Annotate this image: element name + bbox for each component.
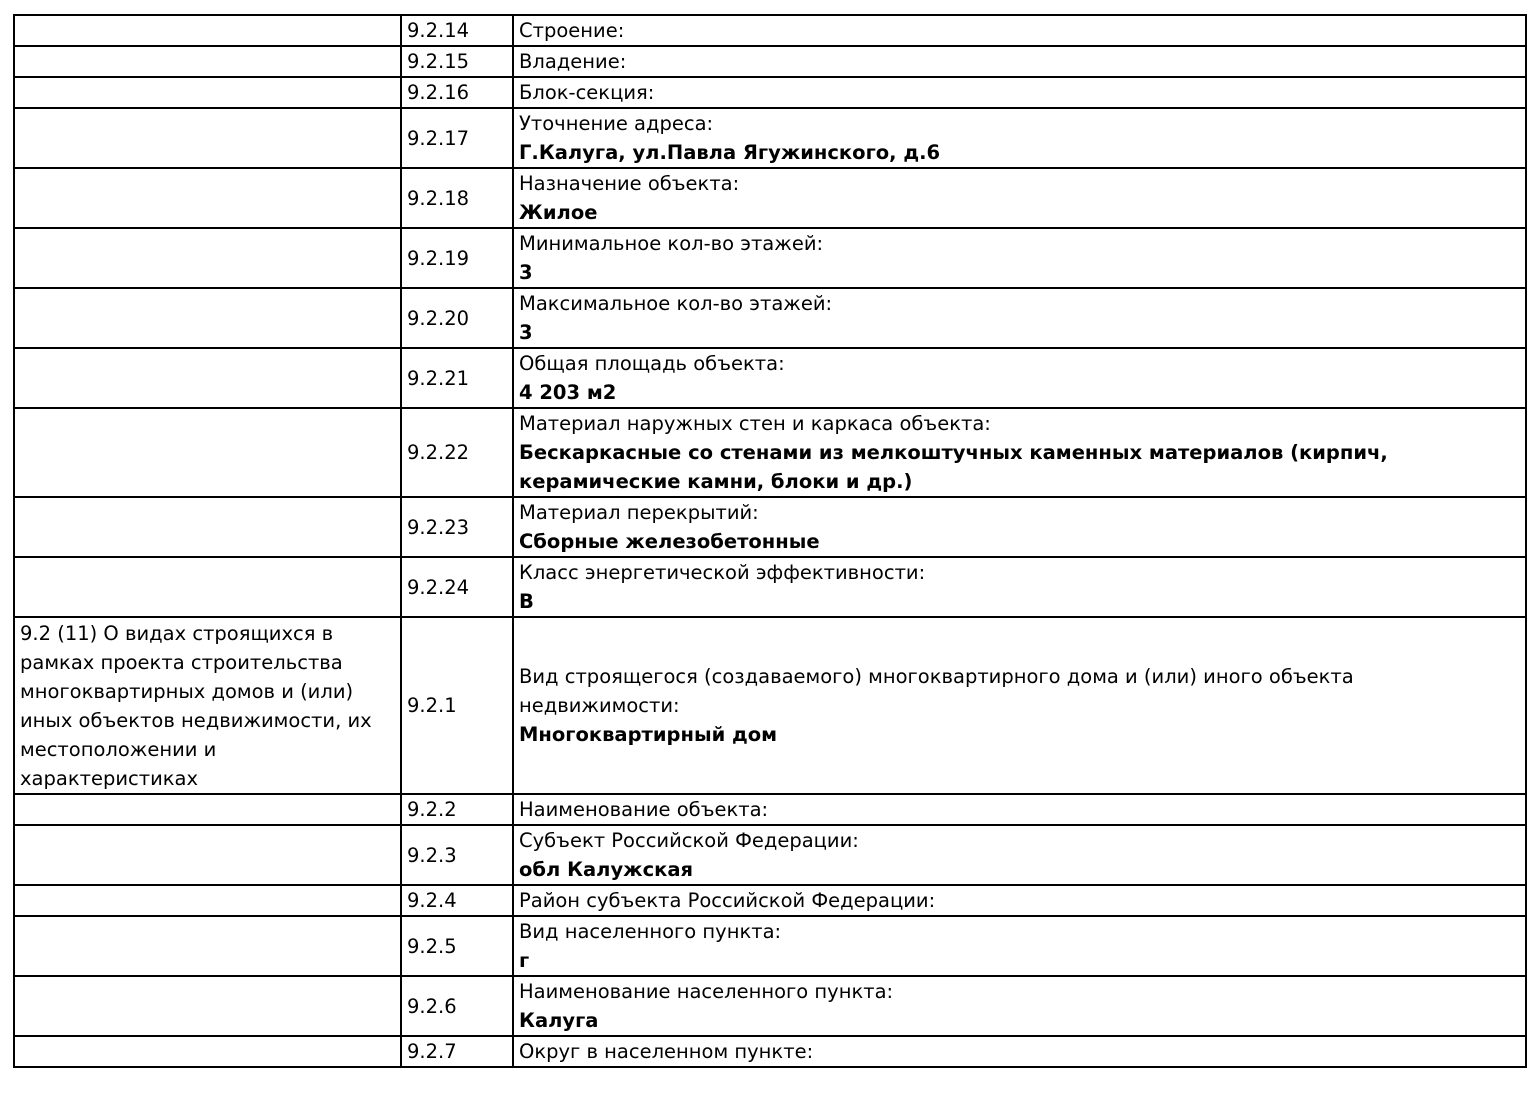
- row-content: [513, 916, 1526, 976]
- row-number: 9.2.23: [401, 497, 513, 557]
- row-content: [513, 228, 1526, 288]
- section-cell: [14, 557, 401, 617]
- section-cell: [14, 794, 401, 825]
- section-cell: [14, 108, 401, 168]
- section-cell: [14, 168, 401, 228]
- table-row: [14, 108, 1526, 168]
- row-number: 9.2.22: [401, 408, 513, 497]
- row-number: 9.2.4: [401, 885, 513, 916]
- table-row: [14, 916, 1526, 976]
- field-label: Материал наружных стен и каркаса объекта:: [519, 412, 991, 435]
- field-label: Вид населенного пункта:: [519, 920, 782, 943]
- field-label: Минимальное кол-во этажей:: [519, 232, 824, 255]
- row-content: [513, 794, 1526, 825]
- section-title: [20, 1006, 395, 1007]
- section-cell: [14, 15, 401, 46]
- field-value: Многоквартирный дом: [519, 723, 778, 746]
- section-cell: [14, 617, 401, 794]
- row-content: [513, 557, 1526, 617]
- field-label: Блок-секция:: [519, 81, 655, 104]
- field-value: г: [519, 949, 530, 972]
- section-title: [20, 258, 395, 259]
- section-title: [20, 946, 395, 947]
- section-cell: [14, 46, 401, 77]
- section-cell: [14, 408, 401, 497]
- section-title: [20, 138, 395, 139]
- field-label: Наименование населенного пункта:: [519, 980, 894, 1003]
- row-number: 9.2.19: [401, 228, 513, 288]
- section-title: [20, 527, 395, 528]
- field-value: обл Калужская: [519, 858, 694, 881]
- row-number: 9.2.14: [401, 15, 513, 46]
- table-row: [14, 408, 1526, 497]
- row-number: 9.2.2: [401, 794, 513, 825]
- section-cell: [14, 916, 401, 976]
- table-row: [14, 77, 1526, 108]
- table-row: [14, 885, 1526, 916]
- field-value: Калуга: [519, 1009, 599, 1032]
- table-row: [14, 794, 1526, 825]
- section-title: [20, 855, 395, 856]
- field-value: 3: [519, 321, 533, 344]
- table-row: [14, 168, 1526, 228]
- row-content: [513, 976, 1526, 1036]
- section-title: [20, 900, 395, 901]
- field-label: Округ в населенном пункте:: [519, 1040, 814, 1063]
- row-content: [513, 497, 1526, 557]
- section-cell: [14, 77, 401, 108]
- section-title: [20, 1051, 395, 1052]
- row-content: [513, 46, 1526, 77]
- section-title: [20, 61, 395, 62]
- row-number: 9.2.5: [401, 916, 513, 976]
- field-value: Жилое: [519, 201, 598, 224]
- section-title: [20, 318, 395, 319]
- field-label: Наименование объекта:: [519, 798, 769, 821]
- row-content: [513, 288, 1526, 348]
- section-title: [20, 809, 395, 810]
- field-label: Вид строящегося (создаваемого) многоквартирного дома и (или) иного объекта недвижимости:: [519, 665, 1354, 717]
- field-value: Сборные железобетонные: [519, 530, 820, 553]
- row-number: 9.2.6: [401, 976, 513, 1036]
- section-cell: [14, 497, 401, 557]
- field-label: Материал перекрытий:: [519, 501, 759, 524]
- row-content: [513, 408, 1526, 497]
- table-row: [14, 976, 1526, 1036]
- field-label: Общая площадь объекта:: [519, 352, 785, 375]
- project-declaration-table: [13, 14, 1527, 1068]
- row-content: [513, 1036, 1526, 1067]
- row-number: 9.2.7: [401, 1036, 513, 1067]
- table-row: [14, 15, 1526, 46]
- field-label: Владение:: [519, 50, 627, 73]
- field-label: Класс энергетической эффективности:: [519, 561, 926, 584]
- table-row: [14, 1036, 1526, 1067]
- field-label: Строение:: [519, 19, 625, 42]
- table-row: [14, 825, 1526, 885]
- row-number: 9.2.21: [401, 348, 513, 408]
- row-number: 9.2.24: [401, 557, 513, 617]
- row-content: [513, 15, 1526, 46]
- row-number: 9.2.20: [401, 288, 513, 348]
- field-value: 3: [519, 261, 533, 284]
- row-content: [513, 108, 1526, 168]
- row-number: 9.2.15: [401, 46, 513, 77]
- field-label: Назначение объекта:: [519, 172, 740, 195]
- table-row: [14, 288, 1526, 348]
- row-number: 9.2.3: [401, 825, 513, 885]
- field-value: Бескаркасные со стенами из мелкоштучных каменных материалов (кирпич, керамические камни, блоки и др.): [519, 441, 1388, 493]
- row-number: 9.2.18: [401, 168, 513, 228]
- section-title: [20, 587, 395, 588]
- field-label: Уточнение адреса:: [519, 112, 714, 135]
- table-row: [14, 557, 1526, 617]
- section-title: [20, 378, 395, 379]
- row-number: 9.2.1: [401, 617, 513, 794]
- table-row: [14, 617, 1526, 794]
- row-content: [513, 348, 1526, 408]
- row-content: [513, 885, 1526, 916]
- section-cell: [14, 825, 401, 885]
- section-title: [20, 452, 395, 453]
- row-content: [513, 168, 1526, 228]
- section-cell: [14, 1036, 401, 1067]
- field-label: Район субъекта Российской Федерации:: [519, 889, 936, 912]
- table-row: [14, 348, 1526, 408]
- section-cell: [14, 348, 401, 408]
- field-label: Максимальное кол-во этажей:: [519, 292, 833, 315]
- field-value: 4 203 м2: [519, 381, 617, 404]
- section-cell: [14, 228, 401, 288]
- row-number: 9.2.16: [401, 77, 513, 108]
- row-content: [513, 825, 1526, 885]
- table-row: [14, 46, 1526, 77]
- row-content: [513, 617, 1526, 794]
- section-title: [20, 30, 395, 31]
- field-value: Г.Калуга, ул.Павла Ягужинского, д.6: [519, 141, 941, 164]
- section-title: [20, 92, 395, 93]
- section-title: [20, 198, 395, 199]
- table-row: [14, 228, 1526, 288]
- section-cell: [14, 885, 401, 916]
- section-cell: [14, 288, 401, 348]
- field-label: Субъект Российской Федерации:: [519, 829, 859, 852]
- field-value: В: [519, 590, 534, 613]
- row-content: [513, 77, 1526, 108]
- table-row: [14, 497, 1526, 557]
- section-cell: [14, 976, 401, 1036]
- row-number: 9.2.17: [401, 108, 513, 168]
- section-title: 9.2 (11) О видах строящихся в рамках проекта строительства многоквартирных домов и (или) иных объектов недвижимости, их местоположении и характеристиках: [20, 622, 372, 790]
